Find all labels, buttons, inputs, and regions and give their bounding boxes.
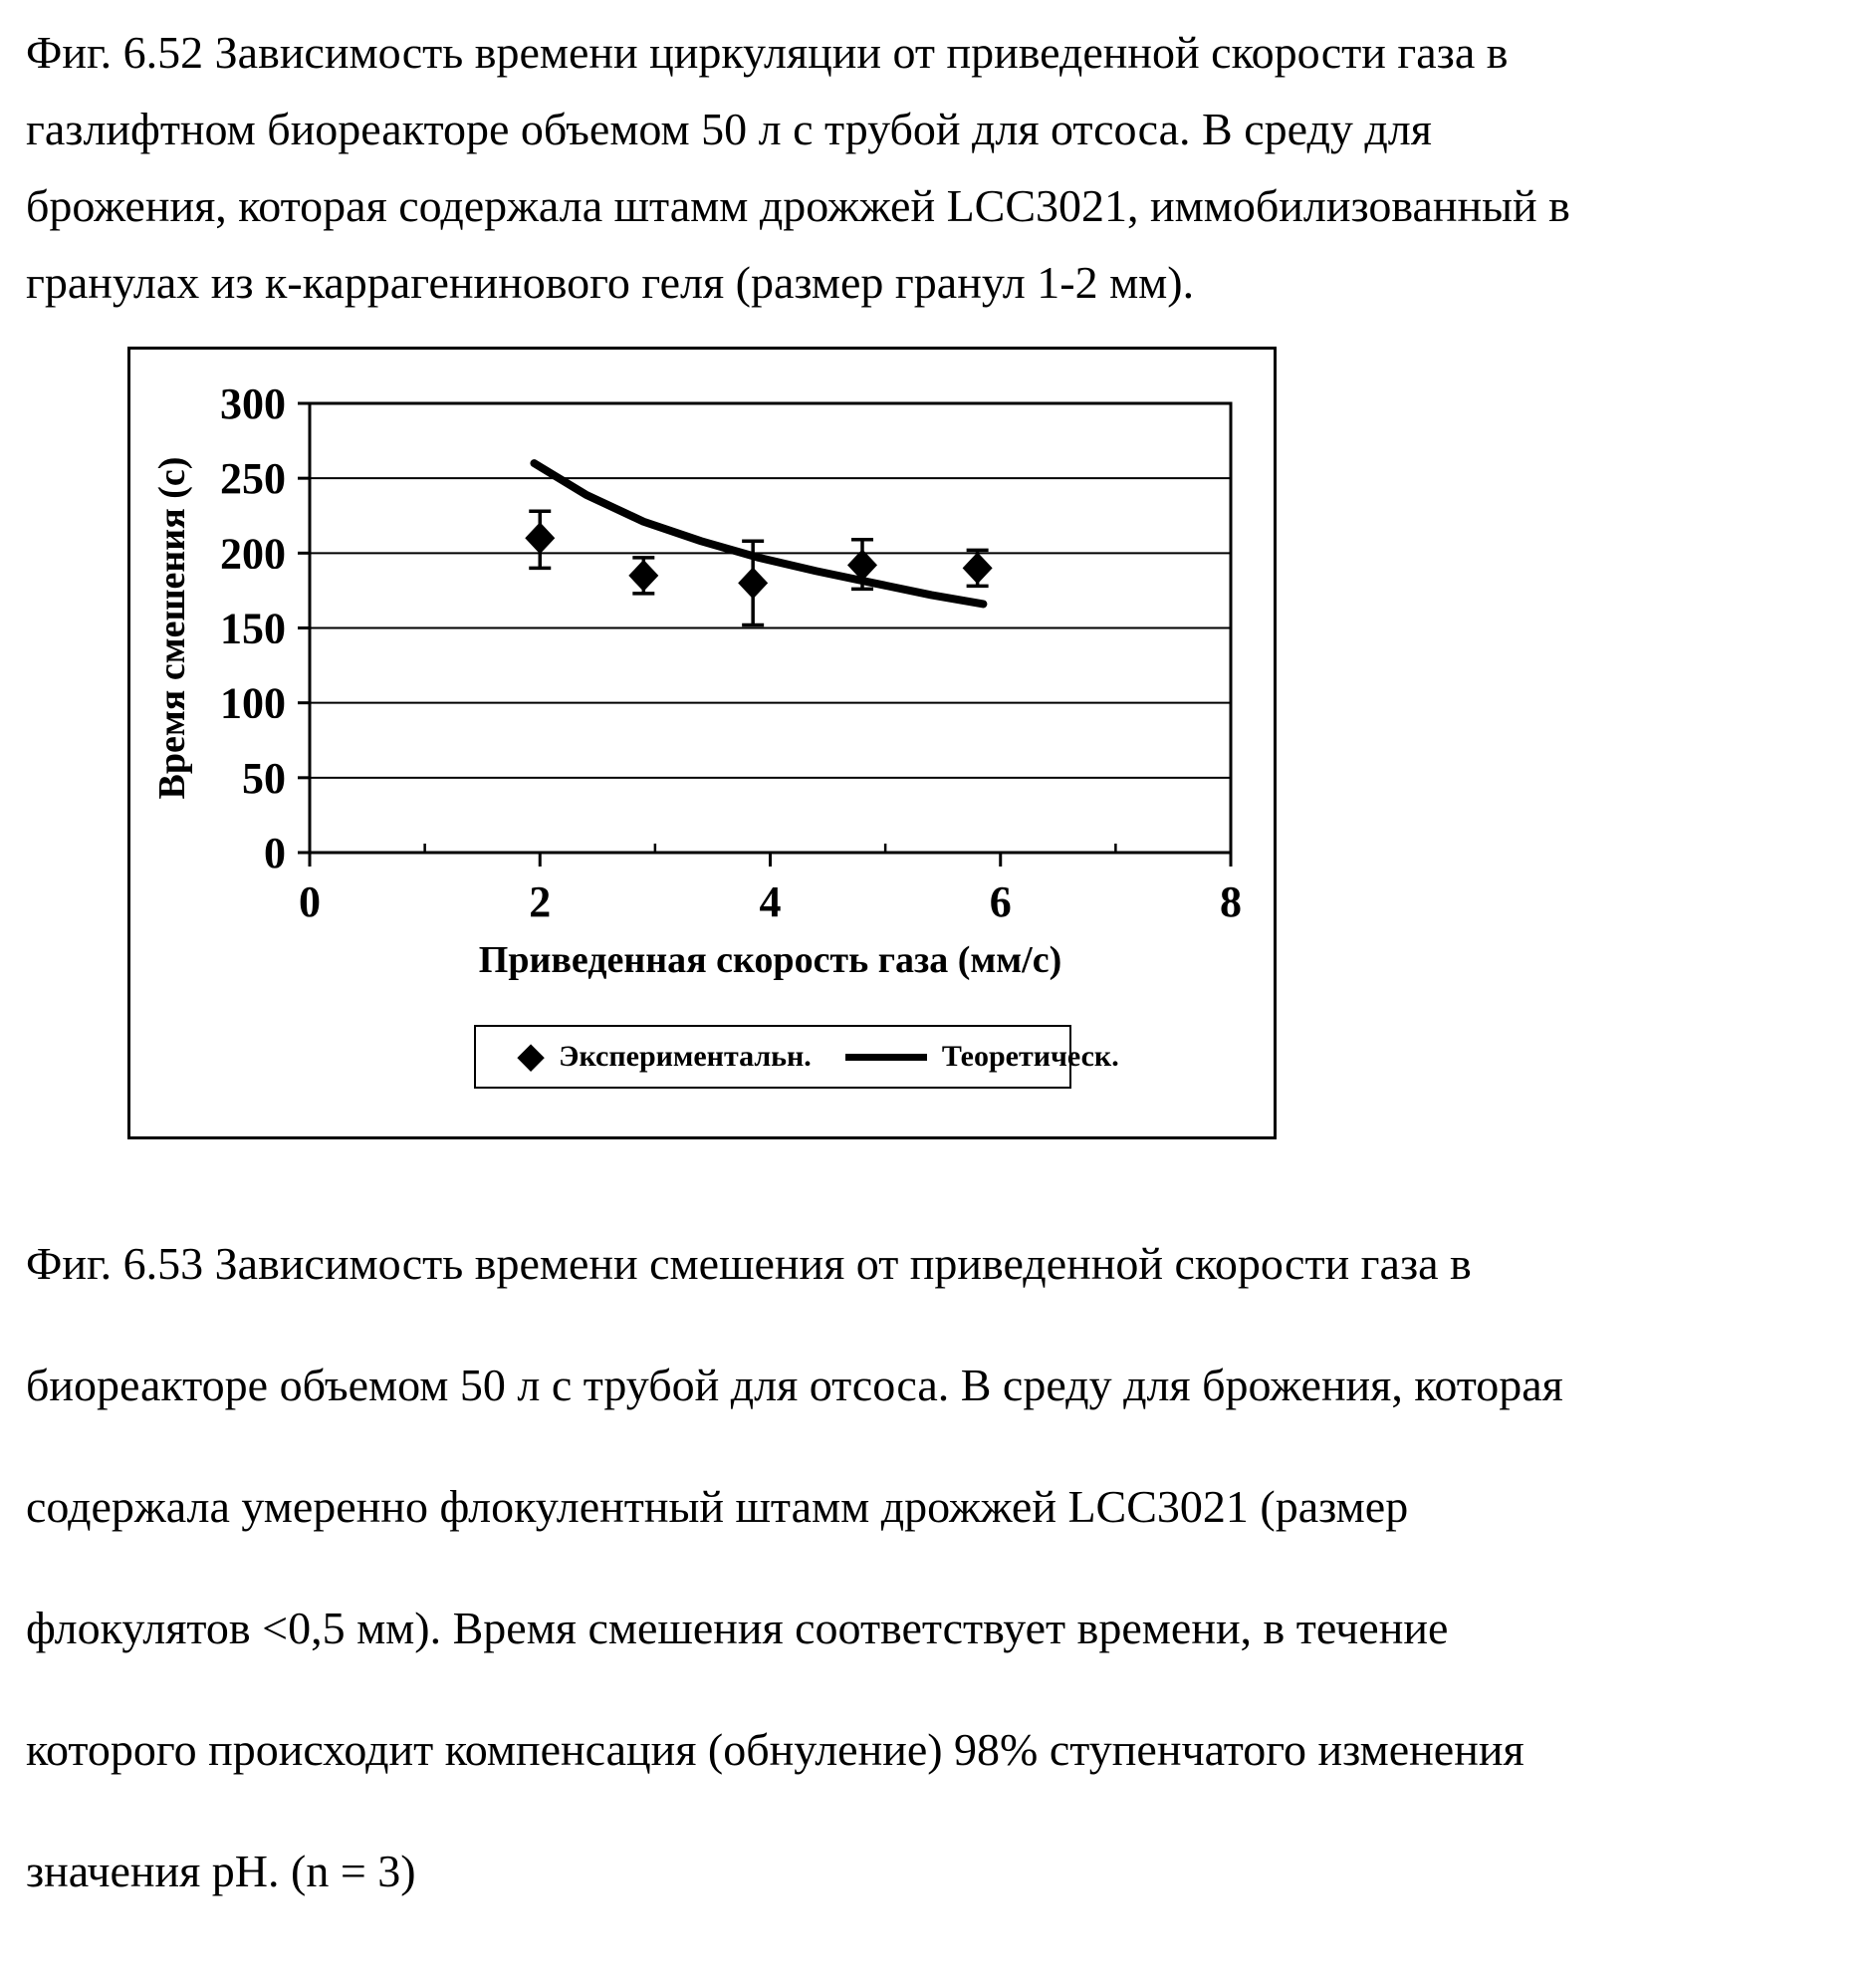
- caption-line: Фиг. 6.52 Зависимость времени циркуляции от приведенной скорости газа в: [26, 27, 1509, 78]
- svg-text:200: 200: [220, 529, 286, 579]
- svg-text:6: 6: [989, 877, 1012, 926]
- svg-text:8: 8: [1220, 877, 1242, 926]
- caption-line: биореакторе объемом 50 л с трубой для отсоса. В среду для брожения, которая: [26, 1360, 1563, 1410]
- chart-frame: [127, 347, 1277, 1139]
- svg-text:Приведенная скорость газа (мм: Приведенная скорость газа (мм/с): [478, 939, 1062, 981]
- diamond-marker-icon: ◆: [518, 1038, 545, 1075]
- chart-legend: [474, 1025, 1119, 1089]
- svg-text:250: 250: [220, 454, 286, 504]
- line-marker-icon: [845, 1054, 927, 1061]
- svg-text:Время смешения (с): Время смешения (с): [151, 456, 193, 800]
- caption-line: значения pH. (n = 3): [26, 1846, 416, 1896]
- legend-label-experimental: Экспериментальн.: [559, 1040, 812, 1073]
- svg-text:2: 2: [529, 877, 552, 926]
- figure-6-53-caption: [0, 1139, 1876, 1932]
- svg-text:100: 100: [220, 678, 286, 728]
- svg-text:150: 150: [220, 604, 286, 653]
- caption-line: брожения, которая содержала штамм дрожжей LCC3021, иммобилизованный в: [26, 180, 1570, 231]
- legend-item-theoretical: [845, 1040, 1119, 1074]
- svg-text:0: 0: [264, 829, 286, 877]
- svg-text:300: 300: [220, 379, 286, 428]
- svg-text:50: 50: [242, 753, 286, 803]
- legend-label-theoretical: Теоретическ.: [941, 1040, 1119, 1073]
- legend-item-experimental: [518, 1040, 812, 1074]
- caption-line: гранулах из к-каррагенинового геля (размер гранул 1-2 мм).: [26, 257, 1195, 308]
- svg-text:4: 4: [759, 877, 782, 926]
- figure-6-52-caption: [0, 0, 1876, 321]
- mixing-time-chart: [130, 350, 1274, 1003]
- caption-line: газлифтном биореакторе объемом 50 л с трубой для отсоса. В среду для: [26, 104, 1432, 154]
- caption-line: флокулятов <0,5 мм). Время смешения соответствует времени, в течение: [26, 1603, 1449, 1653]
- svg-text:0: 0: [299, 877, 321, 926]
- caption-line: Фиг. 6.53 Зависимость времени смешения от приведенной скорости газа в: [26, 1238, 1472, 1289]
- caption-line: которого происходит компенсация (обнуление) 98% ступенчатого изменения: [26, 1724, 1524, 1775]
- caption-line: содержала умеренно флокулентный штамм дрожжей LCC3021 (размер: [26, 1481, 1409, 1532]
